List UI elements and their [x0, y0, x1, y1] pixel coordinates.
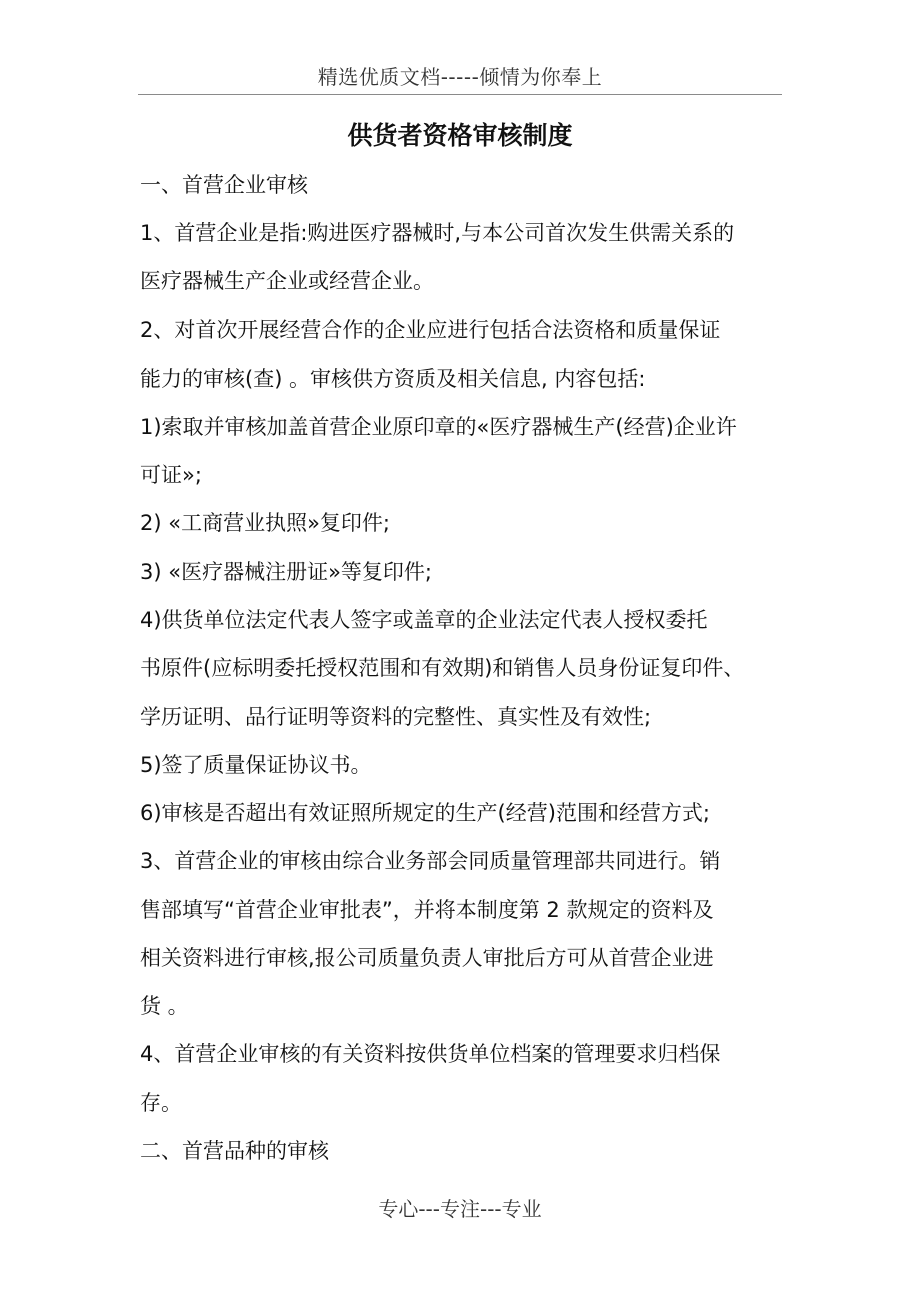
paragraph-line: 医疗器械生产企业或经营企业。 — [140, 269, 434, 293]
list-item: 5)签了质量保证协议书。 — [140, 753, 372, 777]
paragraph-line: 书原件(应标明委托授权范围和有效期)和销售人员身份证复印件、 — [140, 656, 745, 680]
section-heading-2: 二、首营品种的审核 — [140, 1139, 329, 1163]
paragraph-line: 3、首营企业的审核由综合业务部会同质量管理部共同进行。销 — [140, 849, 721, 873]
paragraph-line: 存。 — [140, 1091, 182, 1115]
document-title: 供货者资格审核制度 — [347, 121, 573, 150]
list-item: 2) «工商营业执照»复印件; — [140, 511, 390, 535]
paragraph-line: 相关资料进行审核,报公司质量负责人审批后方可从首营企业进 — [140, 946, 714, 970]
paragraph-line: 2、对首次开展经营合作的企业应进行包括合法资格和质量保证 — [140, 318, 721, 342]
list-item: 3) «医疗器械注册证»等复印件; — [140, 560, 432, 584]
page-footer: 专心---专注---专业 — [378, 1197, 542, 1221]
paragraph-line: 货 。 — [140, 994, 189, 1018]
paragraph-line: 能力的审核(查) 。审核供方资质及相关信息, 内容包括: — [140, 367, 646, 391]
header-divider — [138, 94, 782, 95]
paragraph-line: 1、首营企业是指:购进医疗器械时,与本公司首次发生供需关系的 — [140, 221, 735, 245]
paragraph-line: 学历证明、品行证明等资料的完整性、真实性及有效性; — [140, 705, 652, 729]
section-heading-1: 一、首营企业审核 — [140, 173, 308, 197]
page-header: 精选优质文档-----倾情为你奉上 — [317, 65, 603, 89]
paragraph-line: 4)供货单位法定代表人签字或盖章的企业法定代表人授权委托 — [140, 608, 708, 632]
paragraph-line: 1)索取并审核加盖首营企业原印章的«医疗器械生产(经营)企业许 — [140, 415, 737, 439]
paragraph-line: 4、首营企业审核的有关资料按供货单位档案的管理要求归档保 — [140, 1042, 721, 1066]
paragraph-line: 售部填写“首营企业审批表”，并将本制度第 2 款规定的资料及 — [140, 898, 714, 922]
paragraph-line: 可证»; — [140, 463, 202, 487]
list-item: 6)审核是否超出有效证照所规定的生产(经营)范围和经营方式; — [140, 801, 711, 825]
